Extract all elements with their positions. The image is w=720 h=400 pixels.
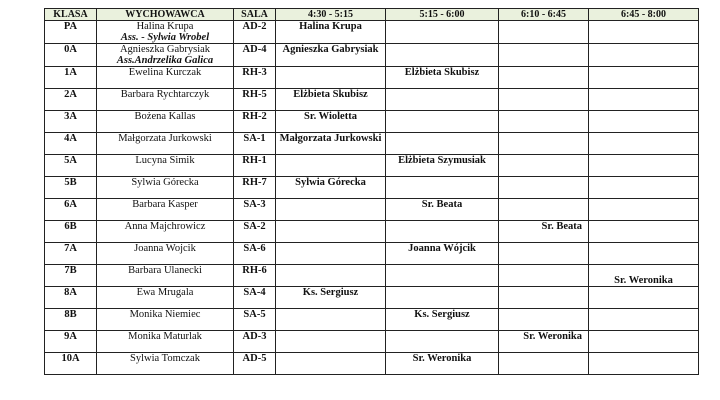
cell-slot-2 — [386, 133, 499, 155]
cell-wychowawca — [97, 44, 234, 67]
table-row — [45, 287, 699, 309]
cell-wychowawca — [97, 331, 234, 353]
cell-slot-2: Elżbieta Skubisz — [386, 67, 499, 89]
cell-sala: RH-1 — [234, 155, 276, 177]
table-row — [45, 67, 699, 89]
cell-sala: AD-3 — [234, 331, 276, 353]
cell-slot-2 — [386, 21, 499, 44]
cell-slot-1 — [276, 265, 386, 287]
cell-sala: AD-4 — [234, 44, 276, 67]
cell-sala: AD-2 — [234, 21, 276, 44]
teacher-name: Barbara Rychtarczyk — [120, 89, 210, 100]
cell-slot-4 — [589, 243, 699, 265]
cell-klasa: 7B — [45, 265, 97, 287]
cell-sala: AD-5 — [234, 353, 276, 375]
cell-slot-4 — [589, 199, 699, 221]
table-row — [45, 199, 699, 221]
cell-slot-2 — [386, 89, 499, 111]
cell-slot-1: Halina Krupa — [276, 21, 386, 44]
cell-slot-4 — [589, 111, 699, 133]
cell-wychowawca — [97, 265, 234, 287]
cell-slot-4 — [589, 133, 699, 155]
table-row — [45, 89, 699, 111]
table-row — [45, 243, 699, 265]
cell-slot-2: Joanna Wójcik — [386, 243, 499, 265]
table-row — [45, 309, 699, 331]
cell-klasa: 6B — [45, 221, 97, 243]
cell-slot-4 — [589, 44, 699, 67]
cell-wychowawca — [97, 243, 234, 265]
cell-wychowawca — [97, 309, 234, 331]
table-row — [45, 133, 699, 155]
cell-slot-1: Sr. Wioletta — [276, 111, 386, 133]
table-row — [45, 111, 699, 133]
cell-slot-2 — [386, 265, 499, 287]
cell-slot-3 — [499, 287, 589, 309]
header-slot-1: 4:30 - 5:15 — [276, 9, 386, 21]
teacher-name: Ewelina Kurczak — [128, 67, 202, 78]
assistant-name: Ass. - Sylwia Wrobel — [120, 32, 210, 43]
teacher-name: Sylwia Tomczak — [130, 353, 200, 364]
cell-wychowawca — [97, 353, 234, 375]
cell-slot-3 — [499, 111, 589, 133]
cell-klasa: 10A — [45, 353, 97, 375]
cell-slot-3 — [499, 67, 589, 89]
cell-klasa: 8A — [45, 287, 97, 309]
header-slot-3: 6:10 - 6:45 — [499, 9, 589, 21]
cell-slot-3 — [499, 265, 589, 287]
cell-wychowawca — [97, 199, 234, 221]
cell-slot-3 — [499, 155, 589, 177]
cell-slot-4 — [589, 221, 699, 243]
cell-klasa: 6A — [45, 199, 97, 221]
header-sala: SALA — [234, 9, 276, 21]
cell-slot-4 — [589, 67, 699, 89]
teacher-name: Monika Maturlak — [128, 331, 202, 342]
cell-slot-4 — [589, 331, 699, 353]
teacher-name: Joanna Wojcik — [134, 243, 196, 254]
teacher-name: Małgorzata Jurkowski — [118, 133, 212, 144]
cell-slot-2 — [386, 177, 499, 199]
cell-slot-2: Sr. Weronika — [386, 353, 499, 375]
cell-sala: SA-1 — [234, 133, 276, 155]
cell-slot-3: Sr. Weronika — [499, 331, 589, 353]
teacher-name: Barbara Ulanecki — [128, 265, 202, 276]
cell-slot-1 — [276, 353, 386, 375]
cell-sala: SA-5 — [234, 309, 276, 331]
teacher-name: Anna Majchrowicz — [124, 221, 206, 232]
table-row — [45, 221, 699, 243]
cell-slot-1: Małgorzata Jurkowski — [276, 133, 386, 155]
cell-wychowawca — [97, 21, 234, 44]
cell-slot-3 — [499, 89, 589, 111]
cell-slot-1: Agnieszka Gabrysiak — [276, 44, 386, 67]
cell-slot-2 — [386, 111, 499, 133]
cell-klasa: 4A — [45, 133, 97, 155]
cell-sala: RH-7 — [234, 177, 276, 199]
cell-klasa: 8B — [45, 309, 97, 331]
cell-wychowawca — [97, 155, 234, 177]
cell-slot-4 — [589, 155, 699, 177]
cell-slot-1 — [276, 331, 386, 353]
cell-slot-1: Sylwia Górecka — [276, 177, 386, 199]
table-row — [45, 155, 699, 177]
cell-wychowawca — [97, 133, 234, 155]
cell-klasa: 3A — [45, 111, 97, 133]
cell-slot-1 — [276, 199, 386, 221]
cell-slot-1: Elżbieta Skubisz — [276, 89, 386, 111]
cell-slot-4 — [589, 89, 699, 111]
table-row — [45, 265, 699, 287]
teacher-name: Agnieszka Gabrysiak — [119, 44, 211, 55]
cell-slot-2: Sr. Beata — [386, 199, 499, 221]
cell-klasa: 2A — [45, 89, 97, 111]
cell-slot-1 — [276, 309, 386, 331]
schedule-table — [44, 8, 699, 375]
cell-wychowawca — [97, 111, 234, 133]
cell-slot-1 — [276, 67, 386, 89]
cell-klasa: 7A — [45, 243, 97, 265]
table-row — [45, 44, 699, 67]
cell-wychowawca — [97, 221, 234, 243]
cell-slot-2: Elżbieta Szymusiak — [386, 155, 499, 177]
cell-slot-3 — [499, 21, 589, 44]
teacher-name: Barbara Kasper — [132, 199, 198, 210]
header-wychowawca: WYCHOWAWCA — [97, 9, 234, 21]
teacher-name: Ewa Mrugala — [136, 287, 194, 298]
cell-sala: SA-2 — [234, 221, 276, 243]
cell-slot-2 — [386, 331, 499, 353]
cell-slot-2 — [386, 221, 499, 243]
table-row — [45, 21, 699, 44]
cell-slot-1 — [276, 243, 386, 265]
cell-slot-4 — [589, 287, 699, 309]
header-slot-2: 5:15 - 6:00 — [386, 9, 499, 21]
assistant-name: Ass.Andrzelika Galica — [116, 55, 214, 66]
teacher-name: Bożena Kallas — [134, 111, 196, 122]
cell-wychowawca — [97, 67, 234, 89]
teacher-name: Halina Krupa — [136, 21, 194, 32]
cell-slot-4 — [589, 353, 699, 375]
table-row — [45, 331, 699, 353]
cell-sala: RH-2 — [234, 111, 276, 133]
cell-klasa: 1A — [45, 67, 97, 89]
cell-klasa: 0A — [45, 44, 97, 67]
cell-sala: RH-5 — [234, 89, 276, 111]
teacher-name: Lucyna Simik — [135, 155, 195, 166]
cell-slot-3 — [499, 133, 589, 155]
table-row — [45, 177, 699, 199]
cell-slot-4 — [589, 21, 699, 44]
cell-klasa: 5B — [45, 177, 97, 199]
cell-slot-3: Sr. Beata — [499, 221, 589, 243]
cell-sala: RH-6 — [234, 265, 276, 287]
cell-slot-4: Sr. Weronika — [589, 265, 699, 287]
cell-slot-3 — [499, 243, 589, 265]
cell-sala: SA-3 — [234, 199, 276, 221]
cell-slot-3 — [499, 309, 589, 331]
cell-slot-3 — [499, 44, 589, 67]
cell-wychowawca — [97, 89, 234, 111]
cell-slot-1 — [276, 221, 386, 243]
cell-wychowawca — [97, 287, 234, 309]
cell-slot-2 — [386, 287, 499, 309]
cell-slot-1 — [276, 155, 386, 177]
cell-sala: RH-3 — [234, 67, 276, 89]
cell-slot-2: Ks. Sergiusz — [386, 309, 499, 331]
table-row — [45, 353, 699, 375]
cell-sala: SA-4 — [234, 287, 276, 309]
cell-slot-3 — [499, 177, 589, 199]
cell-slot-3 — [499, 199, 589, 221]
cell-slot-2 — [386, 44, 499, 67]
header-slot-4: 6:45 - 8:00 — [589, 9, 699, 21]
cell-slot-1: Ks. Sergiusz — [276, 287, 386, 309]
schedule-body — [45, 21, 699, 375]
header-klasa: KLASA — [45, 9, 97, 21]
teacher-name: Sylwia Górecka — [131, 177, 199, 188]
cell-slot-4 — [589, 309, 699, 331]
header-row — [45, 9, 699, 21]
cell-sala: SA-6 — [234, 243, 276, 265]
cell-wychowawca — [97, 177, 234, 199]
teacher-name: Monika Niemiec — [129, 309, 201, 320]
cell-slot-3 — [499, 353, 589, 375]
cell-klasa: PA — [45, 21, 97, 44]
cell-slot-4 — [589, 177, 699, 199]
cell-klasa: 5A — [45, 155, 97, 177]
cell-klasa: 9A — [45, 331, 97, 353]
